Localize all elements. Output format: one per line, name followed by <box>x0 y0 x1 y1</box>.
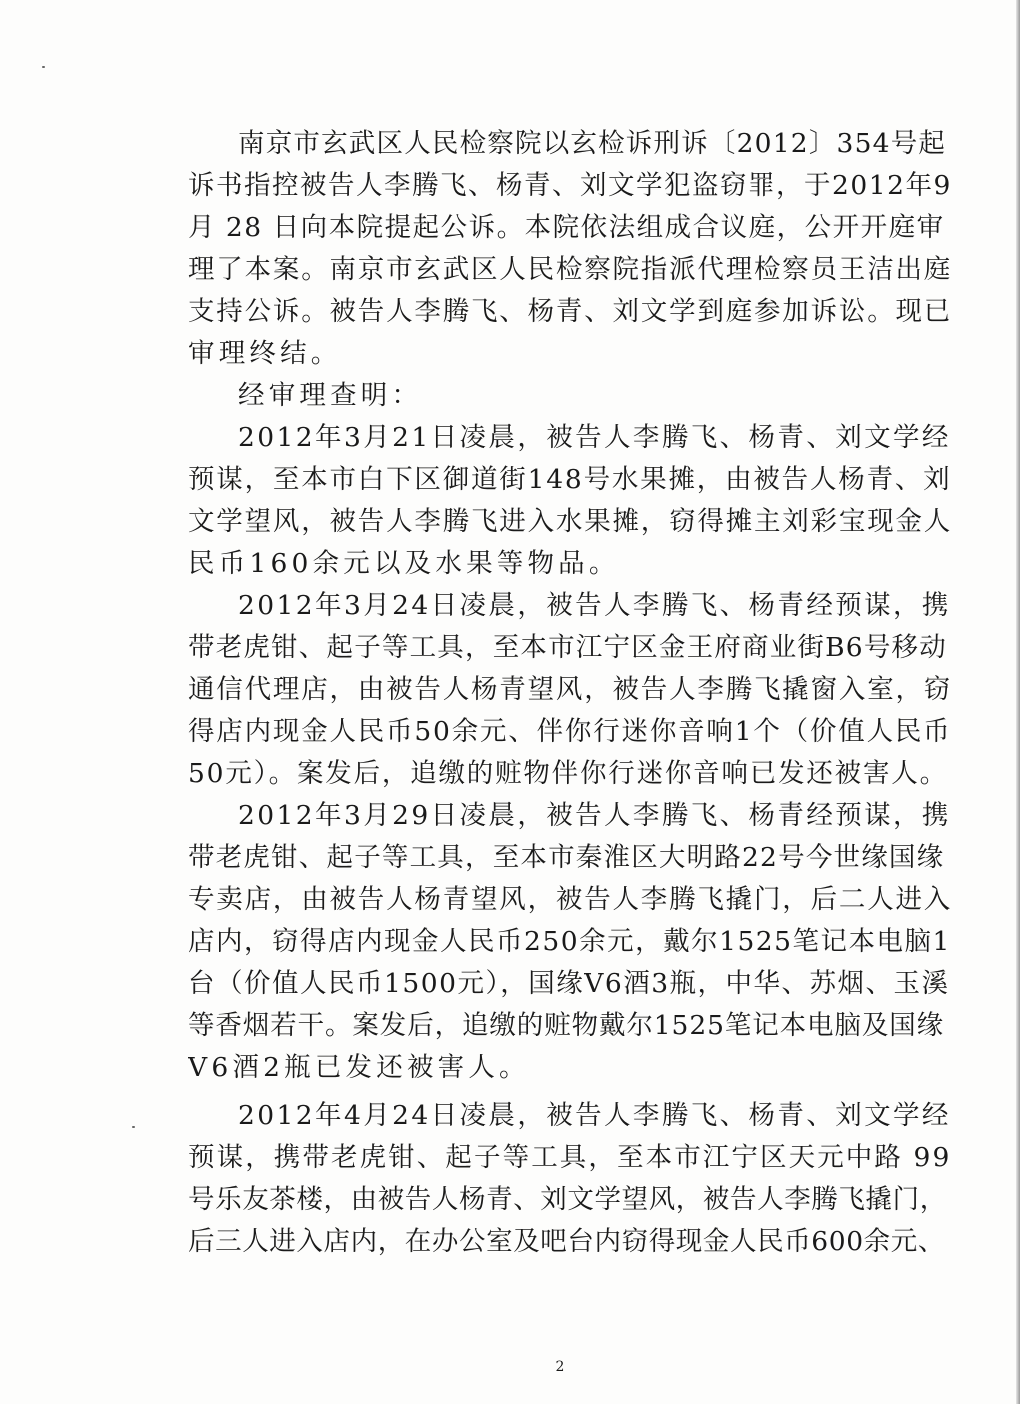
text-line: 月 28 日向本院提起公诉。本院依法组成合议庭，公开开庭审 <box>188 212 945 243</box>
scan-speck <box>132 1126 135 1128</box>
page-number: 2 <box>555 1359 565 1375</box>
text-line: 审理终结。 <box>188 338 342 369</box>
scan-speck <box>42 66 45 68</box>
text-line: 50元）。案发后，追缴的赃物伴你行迷你音响已发还被害人。 <box>188 758 948 789</box>
text-line: 后三人进入店内，在办公室及吧台内窃得现金人民币600余元、 <box>188 1226 945 1257</box>
text-line: 得店内现金人民币50余元、伴你行迷你音响1个（价值人民币 <box>188 716 952 747</box>
text-line: 通信代理店，由被告人杨青望风，被告人李腾飞撬窗入室，窃 <box>188 674 952 705</box>
text-line: 2012年3月24日凌晨，被告人李腾飞、杨青经预谋，携 <box>238 590 951 621</box>
text-line: 支持公诉。被告人李腾飞、杨青、刘文学到庭参加诉讼。现已 <box>188 296 952 327</box>
text-line: 号乐友茶楼，由被告人杨青、刘文学望风，被告人李腾飞撬门， <box>188 1184 947 1215</box>
text-line: 2012年3月21日凌晨，被告人李腾飞、杨青、刘文学经 <box>238 422 951 453</box>
text-line: 等香烟若干。案发后，追缴的赃物戴尔1525笔记本电脑及国缘 <box>188 1010 945 1041</box>
text-line: 理了本案。南京市玄武区人民检察院指派代理检察员王洁出庭 <box>188 254 952 285</box>
text-line: 带老虎钳、起子等工具，至本市江宁区金王府商业街B6号移动 <box>188 632 947 663</box>
text-line: 2012年3月29日凌晨，被告人李腾飞、杨青经预谋，携 <box>238 800 951 831</box>
text-line: 文学望风，被告人李腾飞进入水果摊，窃得摊主刘彩宝现金人 <box>188 506 952 537</box>
text-line: 预谋，携带老虎钳、起子等工具，至本市江宁区天元中路 99 <box>188 1142 952 1173</box>
text-line: 民币160余元以及水果等物品。 <box>188 548 620 579</box>
text-line: 带老虎钳、起子等工具，至本市秦淮区大明路22号今世缘国缘 <box>188 842 945 873</box>
text-line: 南京市玄武区人民检察院以玄检诉刑诉〔2012〕354号起 <box>238 128 947 159</box>
text-line: 2012年4月24日凌晨，被告人李腾飞、杨青、刘文学经 <box>238 1100 951 1131</box>
text-line: 预谋，至本市白下区御道街148号水果摊，由被告人杨青、刘 <box>188 464 952 495</box>
text-line: 台（价值人民币1500元），国缘V6酒3瓶，中华、苏烟、玉溪 <box>188 968 950 999</box>
text-line: V6酒2瓶已发还被害人。 <box>188 1052 530 1083</box>
text-line: 经审理查明： <box>238 380 423 411</box>
text-line: 店内，窃得店内现金人民币250余元，戴尔1525笔记本电脑1 <box>188 926 951 957</box>
text-line: 专卖店，由被告人杨青望风，被告人李腾飞撬门，后二人进入 <box>188 884 952 915</box>
text-line: 诉书指控被告人李腾飞、杨青、刘文学犯盗窃罪，于2012年9 <box>188 170 952 201</box>
